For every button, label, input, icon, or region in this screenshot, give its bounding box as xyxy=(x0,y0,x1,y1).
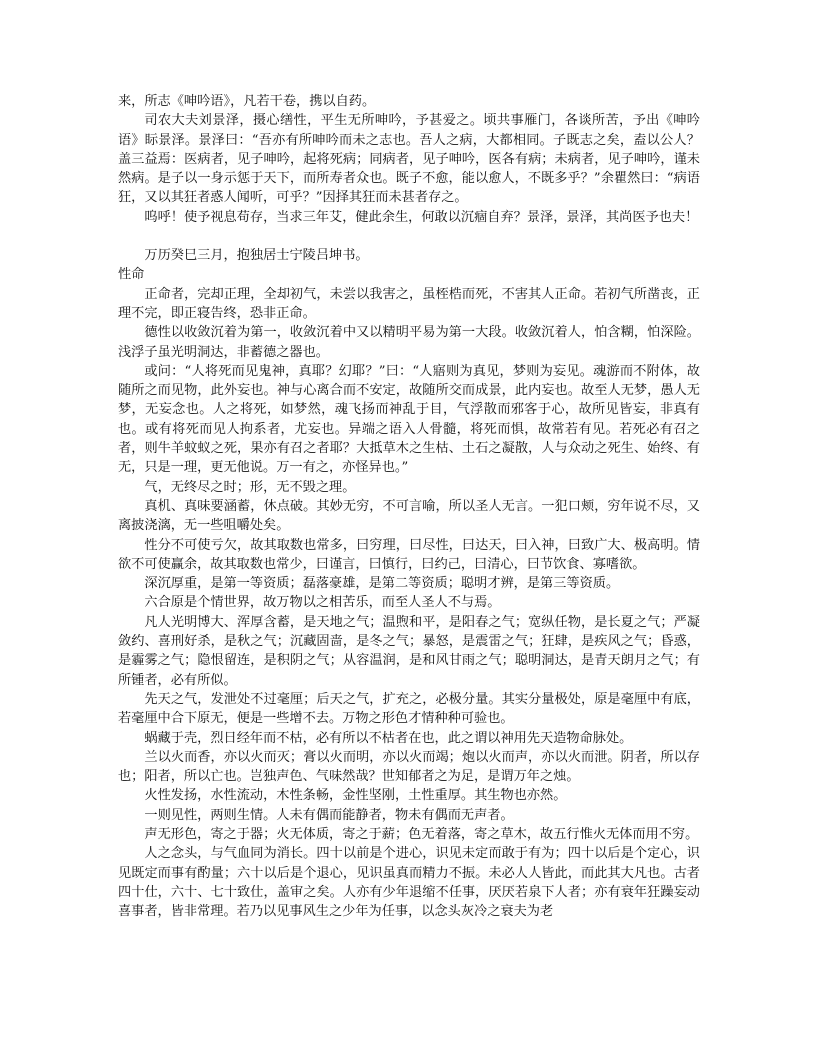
section-paragraph: 蜗藏于壳，烈日经年而不枯，必有所以不枯者在也，此之谓以神用先天造物命脉处。 xyxy=(144,730,633,746)
section-paragraph: 人之念头，与气血同为消长。四十以前是个进心，识见未定而敢于有为；四十以后是个定心，识见既定而事有酌量；六十以后是个退心，见识虽真而精力不振。未必人人皆此，而此其大凡也。古者四十仕，六十、七十致仕，盖审之矣。人亦有少年退缩不任事，厌厌若泉下人者；亦有衰年狂躁妄动喜事者，皆非常理。若乃以见事风生之少年为任事，以念头灰冷之衰夫为老 xyxy=(118,846,700,920)
section-paragraph: 六合原是个情世界，故万物以之相苦乐，而至人圣人不与焉。 xyxy=(144,595,501,611)
section-paragraph: 凡人光明博大、浑厚含蓄，是天地之气；温煦和平，是阳春之气；宽纵任物，是长夏之气；严凝敛约、喜刑好杀，是秋之气；沉藏固啬，是冬之气；暴怒，是震雷之气；狂肆，是疾风之气；昏惑，是霾雾之气；隐恨留连，是积阴之气；从容温润，是和风甘雨之气；聪明洞达，是青天朗月之气；有所锺者，必有所似。 xyxy=(118,614,700,688)
section-paragraph: 先天之气，发泄处不过毫厘；后天之气，扩充之，必极分量。其实分量极处，原是毫厘中有底，若毫厘中合下原无，便是一些增不去。万物之形色才情种种可验也。 xyxy=(118,691,700,727)
section-paragraph: 德性以收敛沉着为第一，收敛沉着中又以精明平易为第一大段。收敛沉着人，怕含糊，怕深险。浅浮子虽光明洞达，非蓄德之器也。 xyxy=(118,325,700,360)
section-paragraph: 一则见性，两则生情。人未有偶而能静者，物未有偶而无声者。 xyxy=(144,807,514,823)
section-paragraph: 真机、真味要涵蓄，休点破。其妙无穷，不可言喻，所以圣人无言。一犯口颊，穷年说不尽，又离披浇漓，无一些咀嚼处矣。 xyxy=(118,498,700,534)
section-paragraph: 正命者，完却正理，全却初气，未尝以我害之，虽桎梏而死，不害其人正命。若初气所凿丧，正理不完，即正寝告终，恐非正命。 xyxy=(118,286,700,321)
section-heading: 性命 xyxy=(118,267,145,283)
document-page xyxy=(118,92,700,921)
section-paragraph: 性分不可使亏欠，故其取数也常多，曰穷理，曰尽性，曰达天，曰入神，曰致广大、极高明。情欲不可使赢余，故其取数也常少，曰谨言，曰慎行，曰约己，曰清心，曰节饮食、寡嗜欲。 xyxy=(118,537,700,572)
section-paragraph: 火性发扬，水性流动，木性条畅，金性坚刚，土性重厚。其生物也亦然。 xyxy=(144,788,567,804)
preface-signature: 万历癸巳三月，抱独居士宁陵吕坤书。 xyxy=(144,248,369,264)
preface-paragraph-3: 呜呼！使予视息苟存，当求三年艾，健此余生，何敢以沉痼自弃？景泽，景泽，其尚医予也夫！ xyxy=(144,209,699,225)
preface-paragraph-2: 司农大夫刘景泽，摄心缮性，平生无所呻吟，予甚爱之。顷共事雁门，各谈所苦，予出《呻吟语》眎景泽。景泽曰：“吾亦有所呻吟而未之志也。吾人之病，大都相同。子既志之矣，盍以公人？盖三益焉：医病者，见子呻吟，起将死病；同病者，见子呻吟，医各有病；未病者，见子呻吟，谨未然病。是子以一身示惩于天下，而所寿者众也。既子不愈，能以愈人，不既多乎？”余瞿然曰：“病语狂，又以其狂者惑人闻听，可乎？”因择其狂而未甚者存之。 xyxy=(118,113,700,206)
section-paragraph: 或问：“人将死而见鬼神，真耶？幻耶？”曰：“人寤则为真见，梦则为妄见。魂游而不附体，故随所之而见物，此外妄也。神与心离合而不安定，故随所交而成景，此内妄也。故至人无梦，愚人无梦，无妄念也。人之将死，如梦然，魂飞扬而神乱于目，气浮散而邪客于心，故所见皆妄，非真有也。或有将死而见人拘系者，尤妄也。异端之语入人骨髓，将死而惧，故常若有见。若死必有召之者，则牛羊蚊蚁之死，果亦有召之者耶？大抵草木之生枯、土石之凝散，人与众动之死生、始终、有无，只是一理，更无他说。万一有之，亦怪异也。” xyxy=(118,363,700,476)
preface-paragraph-1: 来，所志《呻吟语》，凡若干卷，携以自药。 xyxy=(118,94,376,109)
section-paragraph: 深沉厚重，是第一等资质；磊落豪雄，是第二等资质；聪明才辨，是第三等资质。 xyxy=(144,576,620,592)
section-paragraph: 气，无终尽之时；形，无不毁之理。 xyxy=(144,479,356,495)
section-paragraph: 兰以火而香，亦以火而灭；膏以火而明，亦以火而竭；炮以火而声，亦以火而泄。阴者，所以存也；阳者，所以亡也。岂独声色、气味然哉？世知郁者之为足，是谓万年之烛。 xyxy=(118,749,700,785)
section-paragraph: 声无形色，寄之于器；火无体质，寄之于薪；色无着落，寄之草木，故五行惟火无体而用不穷。 xyxy=(144,826,699,842)
